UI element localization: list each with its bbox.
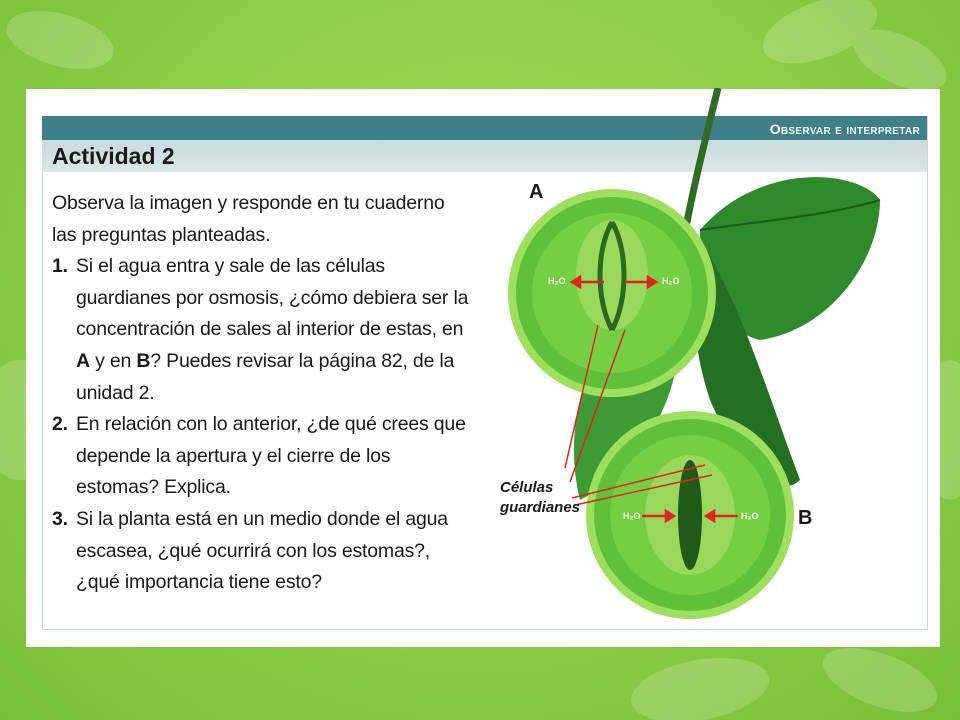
- h2o-label: H₂O: [548, 276, 566, 286]
- section-tag: Observar e interpretar: [769, 121, 920, 137]
- guard-cells-label: Células guardianes: [500, 479, 581, 516]
- figure-label-a: A: [529, 181, 544, 203]
- activity-title: Actividad 2: [52, 143, 175, 169]
- question-item: [52, 251, 472, 409]
- figure-label-b: B: [798, 507, 813, 529]
- question-item: [52, 409, 472, 504]
- question-number: 3.: [52, 507, 68, 530]
- stomata-illustration: [480, 88, 900, 648]
- question-text: En relación con lo anterior, ¿de qué crees que depende la apertura y el cierre de los estomas? Explica.: [76, 413, 466, 499]
- intro-text: Observa la imagen y responde en tu cuaderno las preguntas planteadas.: [52, 192, 445, 246]
- stoma-a: [512, 193, 712, 393]
- question-number: 2.: [52, 413, 68, 436]
- activity-body: [52, 188, 472, 599]
- question-text: Si el agua entra y sale de las células guardianes por osmosis, ¿cómo debiera ser la concentración de sales al interior de estas, en A y en B? Puedes revisar la página 82, de la unidad 2.: [76, 255, 469, 404]
- h2o-label: H₂O: [623, 511, 641, 521]
- h2o-label: H₂O: [662, 276, 680, 286]
- question-text: Si la planta está en un medio donde el agua escasea, ¿qué ocurrirá con los estomas?, ¿qué importancia tiene esto?: [76, 507, 448, 594]
- question-item: [52, 504, 472, 599]
- h2o-label: H₂O: [741, 511, 759, 521]
- stoma-b: [590, 415, 790, 615]
- question-number: 1.: [52, 255, 68, 278]
